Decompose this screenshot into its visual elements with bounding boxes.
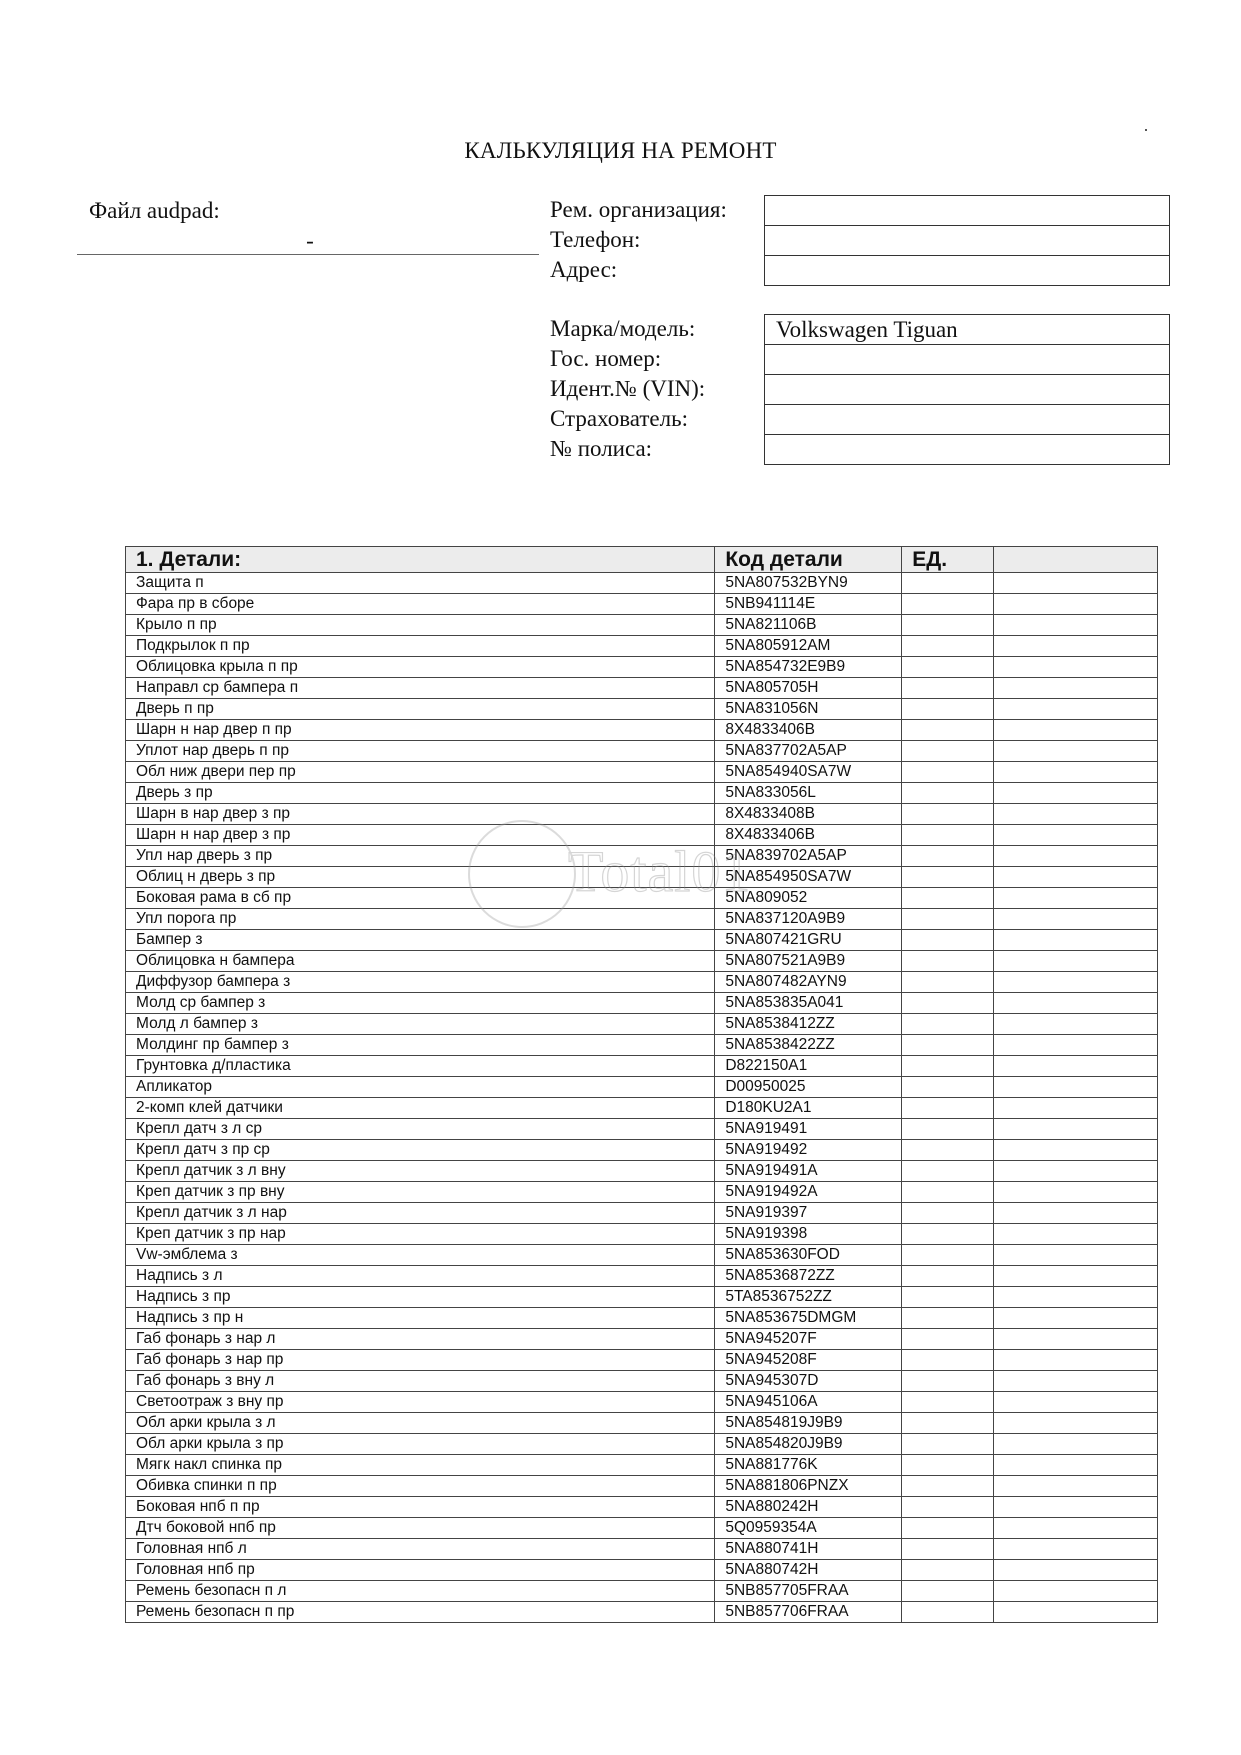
part-name-cell: Диффузор бампера з bbox=[126, 972, 715, 993]
document-title: КАЛЬКУЛЯЦИЯ НА РЕМОНТ bbox=[464, 138, 777, 163]
make-model-field[interactable]: Volkswagen Tiguan bbox=[764, 314, 1170, 344]
phone-field[interactable] bbox=[764, 225, 1170, 255]
part-name-cell: Фара пр в сборе bbox=[126, 594, 715, 615]
part-name-cell: Габ фонарь з вну л bbox=[126, 1371, 715, 1392]
table-row bbox=[126, 1455, 1158, 1476]
part-name-cell: Крепл датчик з л вну bbox=[126, 1161, 715, 1182]
part-name-cell: Молд ср бампер з bbox=[126, 993, 715, 1014]
part-code-cell: 5TA8536752ZZ bbox=[715, 1287, 902, 1308]
unit-cell bbox=[902, 1140, 994, 1161]
table-row bbox=[126, 699, 1158, 720]
table-row bbox=[126, 1077, 1158, 1098]
unit-cell bbox=[902, 1476, 994, 1497]
part-code-cell: 5NA881776K bbox=[715, 1455, 902, 1476]
part-code-cell: 5NA807482AYN9 bbox=[715, 972, 902, 993]
table-row bbox=[126, 993, 1158, 1014]
table-row bbox=[126, 762, 1158, 783]
table-row bbox=[126, 1476, 1158, 1497]
field-label: № полиса: bbox=[550, 436, 653, 461]
part-name-cell: Защита п bbox=[126, 573, 715, 594]
extra-cell bbox=[994, 1476, 1158, 1497]
part-name-cell: Крепл датч з л ср bbox=[126, 1119, 715, 1140]
part-code-cell: D00950025 bbox=[715, 1077, 902, 1098]
part-code-cell: 5NA854940SA7W bbox=[715, 762, 902, 783]
table-row bbox=[126, 888, 1158, 909]
part-code-cell: 5NA880741H bbox=[715, 1539, 902, 1560]
unit-cell bbox=[902, 615, 994, 636]
extra-cell bbox=[994, 720, 1158, 741]
unit-cell bbox=[902, 930, 994, 951]
part-name-cell: Боковая рама в сб пр bbox=[126, 888, 715, 909]
extra-cell bbox=[994, 1266, 1158, 1287]
table-row bbox=[126, 783, 1158, 804]
unit-cell bbox=[902, 1308, 994, 1329]
table-row bbox=[126, 1287, 1158, 1308]
part-name-cell: Головная нпб л bbox=[126, 1539, 715, 1560]
extra-cell bbox=[994, 1287, 1158, 1308]
extra-cell bbox=[994, 930, 1158, 951]
part-code-cell: 8X4833408B bbox=[715, 804, 902, 825]
part-code-cell: 5NA919491A bbox=[715, 1161, 902, 1182]
unit-cell bbox=[902, 951, 994, 972]
table-row bbox=[126, 1056, 1158, 1077]
vin-field[interactable] bbox=[764, 374, 1170, 404]
part-name-cell: Надпись з пр н bbox=[126, 1308, 715, 1329]
part-name-cell: Vw-эмблема з bbox=[126, 1245, 715, 1266]
unit-cell bbox=[902, 1056, 994, 1077]
part-name-cell: Боковая нпб п пр bbox=[126, 1497, 715, 1518]
extra-cell bbox=[994, 636, 1158, 657]
part-code-cell: 8X4833406B bbox=[715, 720, 902, 741]
part-name-cell: Головная нпб пр bbox=[126, 1560, 715, 1581]
part-code-cell: 5NA854819J9B9 bbox=[715, 1413, 902, 1434]
extra-cell bbox=[994, 993, 1158, 1014]
extra-cell bbox=[994, 1560, 1158, 1581]
part-name-cell: Грунтовка д/пластика bbox=[126, 1056, 715, 1077]
part-name-cell: Облицовка крыла п пр bbox=[126, 657, 715, 678]
field-label: Страхователь: bbox=[550, 406, 688, 431]
part-name-cell: Надпись з пр bbox=[126, 1287, 715, 1308]
part-code-cell: 5NA837702A5AP bbox=[715, 741, 902, 762]
part-name-cell: Креп датчик з пр нар bbox=[126, 1224, 715, 1245]
part-code-cell: 5NA854732E9B9 bbox=[715, 657, 902, 678]
extra-cell bbox=[994, 699, 1158, 720]
extra-cell bbox=[994, 615, 1158, 636]
part-name-cell: Упл порога пр bbox=[126, 909, 715, 930]
extra-cell bbox=[994, 951, 1158, 972]
unit-cell bbox=[902, 1245, 994, 1266]
part-code-cell: 5NA945208F bbox=[715, 1350, 902, 1371]
table-row bbox=[126, 1161, 1158, 1182]
unit-cell bbox=[902, 867, 994, 888]
extra-cell bbox=[994, 846, 1158, 867]
table-row bbox=[126, 909, 1158, 930]
part-name-cell: Молд л бампер з bbox=[126, 1014, 715, 1035]
table-row bbox=[126, 1203, 1158, 1224]
field-label: Марка/модель: bbox=[550, 316, 696, 341]
part-code-cell: 5NA821106B bbox=[715, 615, 902, 636]
part-code-cell: 5NB941114E bbox=[715, 594, 902, 615]
part-code-cell: 5NA919491 bbox=[715, 1119, 902, 1140]
extra-cell bbox=[994, 1392, 1158, 1413]
part-name-cell: Габ фонарь з нар пр bbox=[126, 1350, 715, 1371]
extra-cell bbox=[994, 1077, 1158, 1098]
extra-cell bbox=[994, 1098, 1158, 1119]
unit-cell bbox=[902, 1182, 994, 1203]
part-code-cell: 5NA809052 bbox=[715, 888, 902, 909]
part-name-cell: Облицовка н бампера bbox=[126, 951, 715, 972]
extra-cell bbox=[994, 657, 1158, 678]
address-field[interactable] bbox=[764, 255, 1170, 286]
extra-cell bbox=[994, 804, 1158, 825]
part-name-cell: Подкрылок п пр bbox=[126, 636, 715, 657]
unit-cell bbox=[902, 657, 994, 678]
part-code-cell: 5NA919492A bbox=[715, 1182, 902, 1203]
unit-cell bbox=[902, 1350, 994, 1371]
extra-cell bbox=[994, 1119, 1158, 1140]
part-code-cell: 5NA945307D bbox=[715, 1371, 902, 1392]
part-name-cell: Направл ср бампера п bbox=[126, 678, 715, 699]
part-name-cell: Бампер з bbox=[126, 930, 715, 951]
extra-cell bbox=[994, 1602, 1158, 1623]
unit-cell bbox=[902, 909, 994, 930]
part-code-cell: 5NA833056L bbox=[715, 783, 902, 804]
part-code-cell: 5NA807421GRU bbox=[715, 930, 902, 951]
unit-cell bbox=[902, 1581, 994, 1602]
repair-org-field[interactable] bbox=[764, 195, 1170, 225]
extra-cell bbox=[994, 1224, 1158, 1245]
policyholder-field[interactable] bbox=[764, 404, 1170, 434]
table-row bbox=[126, 972, 1158, 993]
extra-cell bbox=[994, 1182, 1158, 1203]
table-row bbox=[126, 1560, 1158, 1581]
part-name-cell: Упл нар дверь з пр bbox=[126, 846, 715, 867]
unit-cell bbox=[902, 1287, 994, 1308]
unit-cell bbox=[902, 1224, 994, 1245]
unit-cell bbox=[902, 783, 994, 804]
part-code-cell: 5NA807532BYN9 bbox=[715, 573, 902, 594]
plate-number-field[interactable] bbox=[764, 344, 1170, 374]
unit-cell bbox=[902, 1539, 994, 1560]
header-unit: ЕД. bbox=[902, 547, 994, 573]
unit-cell bbox=[902, 1161, 994, 1182]
extra-cell bbox=[994, 678, 1158, 699]
table-row bbox=[126, 1329, 1158, 1350]
part-code-cell: D180KU2A1 bbox=[715, 1098, 902, 1119]
extra-cell bbox=[994, 825, 1158, 846]
part-name-cell: Облиц н дверь з пр bbox=[126, 867, 715, 888]
part-code-cell: 5NA854950SA7W bbox=[715, 867, 902, 888]
extra-cell bbox=[994, 783, 1158, 804]
extra-cell bbox=[994, 1245, 1158, 1266]
policy-number-field[interactable] bbox=[764, 434, 1170, 465]
unit-cell bbox=[902, 1455, 994, 1476]
unit-cell bbox=[902, 1203, 994, 1224]
part-name-cell: Крепл датчик з л нар bbox=[126, 1203, 715, 1224]
part-code-cell: 5Q0959354A bbox=[715, 1518, 902, 1539]
part-name-cell: 2-комп клей датчики bbox=[126, 1098, 715, 1119]
part-name-cell: Ремень безопасн п л bbox=[126, 1581, 715, 1602]
unit-cell bbox=[902, 846, 994, 867]
table-row bbox=[126, 1140, 1158, 1161]
extra-cell bbox=[994, 1371, 1158, 1392]
part-name-cell: Обл арки крыла з пр bbox=[126, 1434, 715, 1455]
extra-cell bbox=[994, 1434, 1158, 1455]
unit-cell bbox=[902, 762, 994, 783]
extra-cell bbox=[994, 1518, 1158, 1539]
unit-cell bbox=[902, 636, 994, 657]
extra-cell bbox=[994, 1014, 1158, 1035]
part-name-cell: Дверь з пр bbox=[126, 783, 715, 804]
table-row bbox=[126, 846, 1158, 867]
part-code-cell: 5NA880742H bbox=[715, 1560, 902, 1581]
unit-cell bbox=[902, 1434, 994, 1455]
part-code-cell: 5NA919398 bbox=[715, 1224, 902, 1245]
part-name-cell: Надпись з л bbox=[126, 1266, 715, 1287]
part-code-cell: 5NA839702A5AP bbox=[715, 846, 902, 867]
part-name-cell: Шарн н нар двер з пр bbox=[126, 825, 715, 846]
unit-cell bbox=[902, 993, 994, 1014]
table-row bbox=[126, 1434, 1158, 1455]
part-code-cell: 8X4833406B bbox=[715, 825, 902, 846]
table-row bbox=[126, 678, 1158, 699]
unit-cell bbox=[902, 1266, 994, 1287]
table-row bbox=[126, 1308, 1158, 1329]
part-code-cell: 5NA919492 bbox=[715, 1140, 902, 1161]
field-label: Адрес: bbox=[550, 257, 618, 282]
extra-cell bbox=[994, 741, 1158, 762]
table-row bbox=[126, 1371, 1158, 1392]
part-name-cell: Крепл датч з пр ср bbox=[126, 1140, 715, 1161]
field-label: Идент.№ (VIN): bbox=[550, 376, 706, 401]
part-code-cell: 5NA853835A041 bbox=[715, 993, 902, 1014]
file-underline bbox=[77, 254, 539, 255]
part-code-cell: 5NA853675DMGM bbox=[715, 1308, 902, 1329]
unit-cell bbox=[902, 1371, 994, 1392]
part-code-cell: 5NA853630FOD bbox=[715, 1245, 902, 1266]
parts-table-header bbox=[126, 547, 1158, 573]
unit-cell bbox=[902, 1392, 994, 1413]
extra-cell bbox=[994, 1056, 1158, 1077]
part-code-cell: 5NB857706FRAA bbox=[715, 1602, 902, 1623]
field-label: Телефон: bbox=[550, 227, 641, 252]
table-row bbox=[126, 1266, 1158, 1287]
unit-cell bbox=[902, 972, 994, 993]
extra-cell bbox=[994, 1413, 1158, 1434]
part-name-cell: Шарн в нар двер з пр bbox=[126, 804, 715, 825]
part-code-cell: 5NA805705H bbox=[715, 678, 902, 699]
extra-cell bbox=[994, 1350, 1158, 1371]
part-name-cell: Светоотраж з вну пр bbox=[126, 1392, 715, 1413]
table-row bbox=[126, 804, 1158, 825]
extra-cell bbox=[994, 972, 1158, 993]
part-code-cell: 5NA807521A9B9 bbox=[715, 951, 902, 972]
table-row bbox=[126, 1518, 1158, 1539]
part-code-cell: 5NA8536872ZZ bbox=[715, 1266, 902, 1287]
part-name-cell: Дтч боковой нпб пр bbox=[126, 1518, 715, 1539]
unit-cell bbox=[902, 1602, 994, 1623]
field-label: Рем. организация: bbox=[550, 197, 727, 222]
table-row bbox=[126, 594, 1158, 615]
part-name-cell: Шарн н нар двер п пр bbox=[126, 720, 715, 741]
part-name-cell: Мягк накл спинка пр bbox=[126, 1455, 715, 1476]
unit-cell bbox=[902, 573, 994, 594]
extra-cell bbox=[994, 573, 1158, 594]
extra-cell bbox=[994, 1581, 1158, 1602]
field-label: Гос. номер: bbox=[550, 346, 662, 371]
table-row bbox=[126, 930, 1158, 951]
table-row bbox=[126, 825, 1158, 846]
extra-cell bbox=[994, 1455, 1158, 1476]
extra-cell bbox=[994, 594, 1158, 615]
extra-cell bbox=[994, 888, 1158, 909]
table-row bbox=[126, 657, 1158, 678]
extra-cell bbox=[994, 1329, 1158, 1350]
table-row bbox=[126, 573, 1158, 594]
table-row bbox=[126, 1182, 1158, 1203]
header-part-code: Код детали bbox=[715, 547, 902, 573]
extra-cell bbox=[994, 1035, 1158, 1056]
table-row bbox=[126, 1602, 1158, 1623]
table-row bbox=[126, 615, 1158, 636]
extra-cell bbox=[994, 1497, 1158, 1518]
unit-cell bbox=[902, 678, 994, 699]
part-code-cell: D822150A1 bbox=[715, 1056, 902, 1077]
unit-cell bbox=[902, 1014, 994, 1035]
part-name-cell: Ремень безопасн п пр bbox=[126, 1602, 715, 1623]
table-row bbox=[126, 867, 1158, 888]
part-name-cell: Молдинг пр бампер з bbox=[126, 1035, 715, 1056]
part-name-cell: Обл ниж двери пер пр bbox=[126, 762, 715, 783]
part-name-cell: Обивка спинки п пр bbox=[126, 1476, 715, 1497]
table-row bbox=[126, 1392, 1158, 1413]
extra-cell bbox=[994, 1308, 1158, 1329]
unit-cell bbox=[902, 1497, 994, 1518]
part-code-cell: 5NB857705FRAA bbox=[715, 1581, 902, 1602]
table-row bbox=[126, 636, 1158, 657]
table-row bbox=[126, 1350, 1158, 1371]
part-code-cell: 5NA881806PNZX bbox=[715, 1476, 902, 1497]
part-name-cell: Габ фонарь з нар л bbox=[126, 1329, 715, 1350]
extra-cell bbox=[994, 1140, 1158, 1161]
unit-cell bbox=[902, 825, 994, 846]
unit-cell bbox=[902, 1119, 994, 1140]
unit-cell bbox=[902, 741, 994, 762]
unit-cell bbox=[902, 699, 994, 720]
part-code-cell: 5NA831056N bbox=[715, 699, 902, 720]
unit-cell bbox=[902, 1035, 994, 1056]
extra-cell bbox=[994, 867, 1158, 888]
file-label: Файл audpad: bbox=[89, 198, 220, 223]
extra-cell bbox=[994, 1161, 1158, 1182]
unit-cell bbox=[902, 888, 994, 909]
parts-table-body bbox=[126, 573, 1158, 1623]
unit-cell bbox=[902, 594, 994, 615]
part-code-cell: 5NA8538412ZZ bbox=[715, 1014, 902, 1035]
table-row bbox=[126, 1497, 1158, 1518]
table-row bbox=[126, 1014, 1158, 1035]
extra-cell bbox=[994, 1203, 1158, 1224]
part-code-cell: 5NA919397 bbox=[715, 1203, 902, 1224]
part-name-cell: Креп датчик з пр вну bbox=[126, 1182, 715, 1203]
unit-cell bbox=[902, 1518, 994, 1539]
table-row bbox=[126, 951, 1158, 972]
part-code-cell: 5NA945207F bbox=[715, 1329, 902, 1350]
extra-cell bbox=[994, 909, 1158, 930]
table-row bbox=[126, 1119, 1158, 1140]
part-code-cell: 5NA805912AM bbox=[715, 636, 902, 657]
part-code-cell: 5NA880242H bbox=[715, 1497, 902, 1518]
unit-cell bbox=[902, 720, 994, 741]
extra-cell bbox=[994, 762, 1158, 783]
part-name-cell: Дверь п пр bbox=[126, 699, 715, 720]
part-code-cell: 5NA945106A bbox=[715, 1392, 902, 1413]
table-row bbox=[126, 1413, 1158, 1434]
table-row bbox=[126, 720, 1158, 741]
part-name-cell: Уплот нар дверь п пр bbox=[126, 741, 715, 762]
unit-cell bbox=[902, 1560, 994, 1581]
table-row bbox=[126, 1224, 1158, 1245]
unit-cell bbox=[902, 1329, 994, 1350]
unit-cell bbox=[902, 804, 994, 825]
part-code-cell: 5NA837120A9B9 bbox=[715, 909, 902, 930]
part-name-cell: Крыло п пр bbox=[126, 615, 715, 636]
table-row bbox=[126, 1581, 1158, 1602]
part-name-cell: Обл арки крыла з л bbox=[126, 1413, 715, 1434]
extra-cell bbox=[994, 1539, 1158, 1560]
file-value: - bbox=[306, 228, 314, 253]
part-code-cell: 5NA8538422ZZ bbox=[715, 1035, 902, 1056]
table-row bbox=[126, 741, 1158, 762]
part-code-cell: 5NA854820J9B9 bbox=[715, 1434, 902, 1455]
watermark-text: Total01 bbox=[568, 839, 752, 904]
unit-cell bbox=[902, 1098, 994, 1119]
unit-cell bbox=[902, 1077, 994, 1098]
part-name-cell: Апликатор bbox=[126, 1077, 715, 1098]
corner-mark bbox=[1145, 129, 1147, 131]
header-parts: 1. Детали: bbox=[126, 547, 715, 573]
table-row bbox=[126, 1035, 1158, 1056]
parts-table bbox=[125, 546, 1158, 1623]
header-extra bbox=[994, 547, 1158, 573]
unit-cell bbox=[902, 1413, 994, 1434]
table-row bbox=[126, 1539, 1158, 1560]
table-row bbox=[126, 1245, 1158, 1266]
table-row bbox=[126, 1098, 1158, 1119]
